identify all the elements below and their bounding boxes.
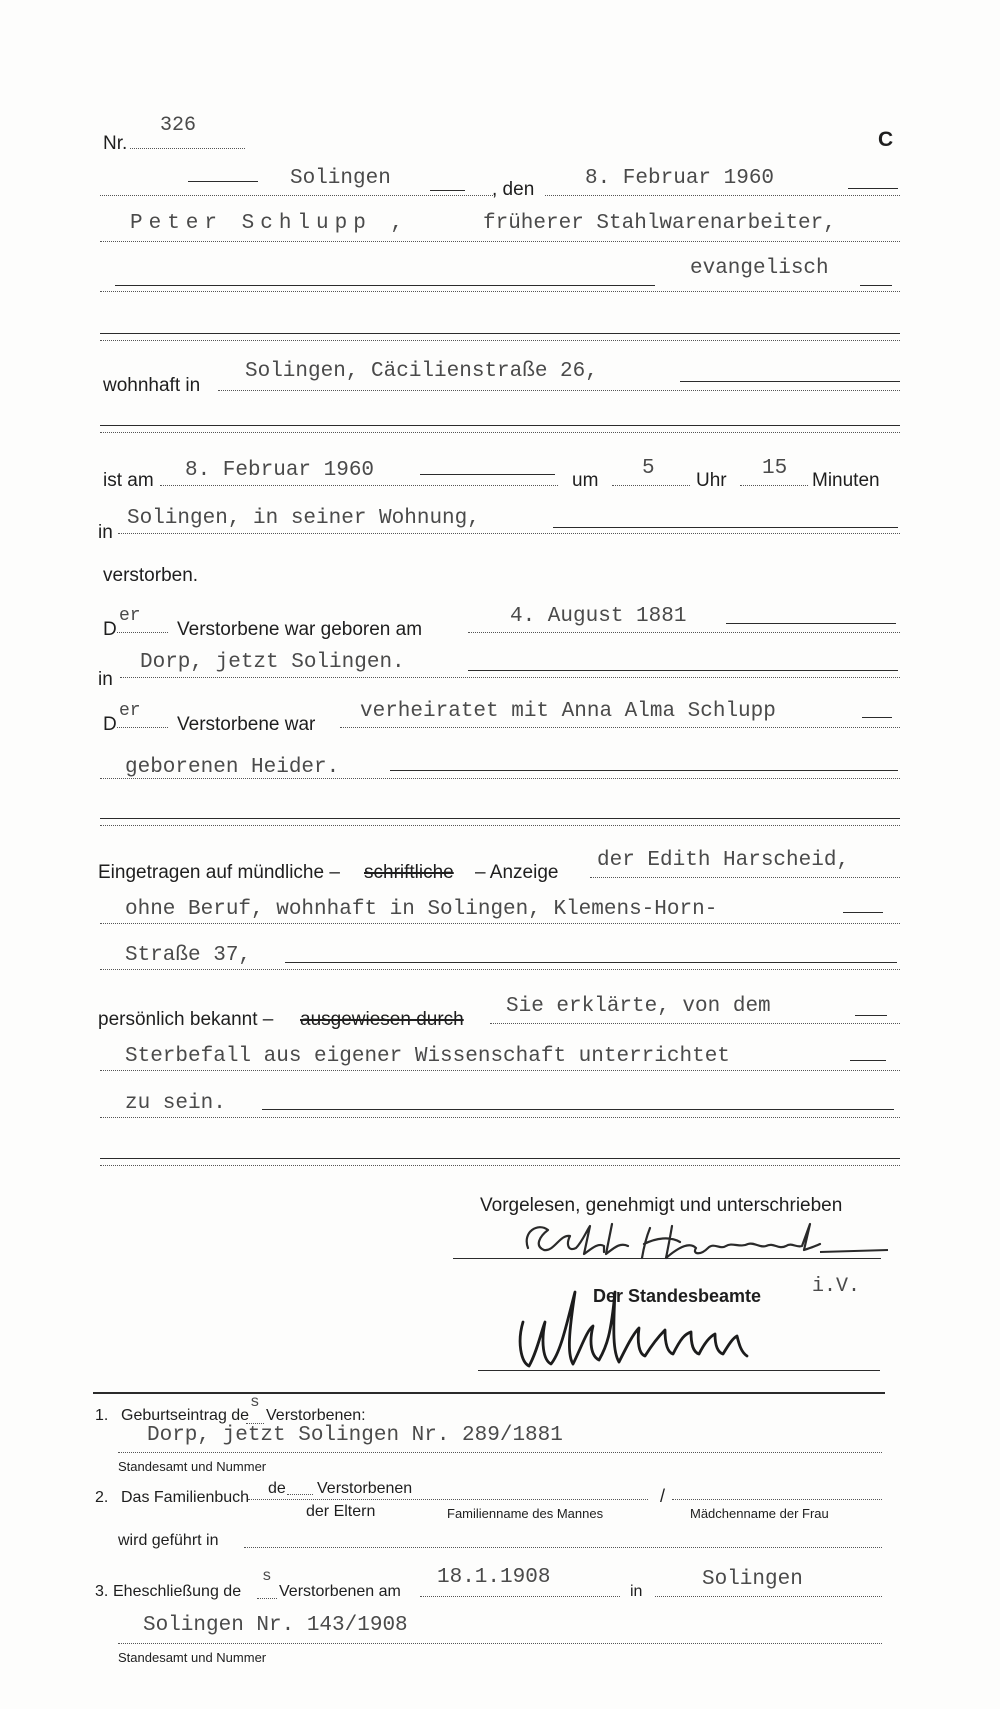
husband-name-field-line	[248, 1499, 648, 1500]
filler-stroke	[726, 623, 896, 624]
er-field-line	[117, 632, 168, 633]
footer-divider	[93, 1392, 885, 1394]
bekannt-prefix: persönlich bekannt –	[98, 1009, 274, 1030]
den-label: , den	[492, 179, 535, 200]
hour-field-line	[612, 485, 690, 486]
declaration-field-line	[490, 1023, 900, 1024]
filler-stroke	[860, 285, 892, 286]
informant-field-line-3	[100, 969, 900, 970]
item-3-fill-line	[257, 1598, 277, 1599]
item-3-in-label: in	[630, 1583, 643, 1600]
signature-line	[478, 1370, 880, 1371]
nr-field-line	[130, 148, 245, 149]
item-3-label: Eheschließung de	[113, 1583, 242, 1600]
um-label: um	[572, 470, 599, 491]
filler-stroke	[115, 285, 655, 286]
item-3-caption: Standesamt und Nummer	[118, 1650, 267, 1665]
struck-option-schriftlich: schriftliche	[364, 862, 454, 883]
filler-stroke	[285, 962, 897, 963]
informant-name: der Edith Harscheid,	[597, 849, 850, 872]
death-place-field-line	[118, 533, 900, 534]
item-1-label: Geburtseintrag de	[121, 1407, 250, 1424]
marriage-place: Solingen	[702, 1568, 803, 1591]
nr-value: 326	[160, 114, 197, 137]
blank-field-line	[100, 340, 900, 341]
birth-in-label: in	[98, 669, 113, 690]
option-der-eltern: der Eltern	[306, 1503, 376, 1520]
signature-line	[453, 1258, 881, 1259]
death-date: 8. Februar 1960	[185, 459, 375, 482]
declaration-line-2: Sterbefall aus eigener Wissenschaft unterrichtet	[125, 1045, 730, 1068]
wohnhaft-label: wohnhaft in	[103, 375, 201, 396]
registrar-label: Der Standesbeamte	[593, 1286, 762, 1306]
marriage-label: Verstorbene war	[177, 714, 316, 735]
minuten-label: Minuten	[812, 470, 880, 491]
deceased-occupation: früherer Stahlwarenarbeiter,	[483, 212, 836, 235]
maiden-name-caption: Mädchenname der Frau	[690, 1506, 829, 1521]
item-2-number: 2.	[95, 1489, 109, 1506]
nr-label: Nr.	[103, 133, 128, 154]
item-1-label-b: Verstorbenen:	[266, 1407, 366, 1424]
death-place: Solingen, in seiner Wohnung,	[127, 507, 480, 530]
blank-field-line	[100, 825, 900, 826]
birth-register-entry: Dorp, jetzt Solingen Nr. 289/1881	[147, 1424, 563, 1447]
marriage-place-field-line	[655, 1596, 882, 1597]
item-2-label: Das Familienbuch	[121, 1489, 250, 1506]
birth-label: Verstorbene war geboren am	[177, 619, 423, 640]
registrar-signature-mark	[515, 1282, 815, 1372]
er-fill: er	[119, 701, 141, 721]
struck-option-ausgewiesen: ausgewiesen durch	[300, 1009, 464, 1030]
declaration-field-line-2	[100, 1070, 900, 1071]
filler-stroke	[850, 1060, 886, 1061]
blank-field-line	[100, 1165, 900, 1166]
birth-place-field-line	[120, 677, 900, 678]
birth-date: 4. August 1881	[510, 605, 687, 628]
informant-address-2: Straße 37,	[125, 944, 252, 967]
minutes-field-line	[740, 485, 808, 486]
marriage-field-line	[340, 727, 900, 728]
registration-date: 8. Februar 1960	[585, 167, 775, 190]
death-minutes: 15	[762, 457, 788, 480]
date-field-line	[545, 195, 900, 196]
item-1-number: 1.	[95, 1407, 109, 1424]
wird-gefuehrt-field-line	[244, 1547, 882, 1548]
register-letter: C	[878, 128, 894, 151]
filler-stroke	[390, 770, 898, 771]
item-1-caption: Standesamt und Nummer	[118, 1459, 267, 1474]
filler-stroke	[862, 717, 892, 718]
informant-field-line	[590, 877, 900, 878]
i-v-mark: i.V.	[812, 1275, 861, 1298]
vorgelesen-statement: Vorgelesen, genehmigt und unterschrieben	[480, 1195, 843, 1216]
filler-stroke	[680, 381, 900, 382]
name-separator: /	[660, 1486, 666, 1506]
er-field-line	[117, 727, 168, 728]
filler-stroke	[262, 1109, 894, 1110]
marriage-field-line-2	[100, 778, 900, 779]
deceased-address: Solingen, Cäcilienstraße 26,	[245, 360, 598, 383]
er-fill: er	[119, 606, 141, 626]
d-label: D	[103, 714, 117, 735]
informant-signature	[520, 1212, 890, 1272]
marriage-date: 18.1.1908	[437, 1566, 551, 1589]
filler-stroke	[188, 181, 258, 182]
deceased-religion: evangelisch	[690, 257, 829, 280]
wird-gefuehrt-label: wird geführt in	[118, 1532, 219, 1549]
eingetragen-prefix: Eingetragen auf mündliche –	[98, 862, 340, 883]
spouse-maiden-name: geborenen Heider.	[125, 756, 340, 779]
death-date-field-line	[160, 485, 558, 486]
birth-place: Dorp, jetzt Solingen.	[140, 651, 405, 674]
maiden-name-field-line	[672, 1499, 882, 1500]
marriage-date-field-line	[420, 1596, 620, 1597]
option-verstorbenen: Verstorbenen	[317, 1480, 413, 1497]
husband-name-caption: Familienname des Mannes	[447, 1506, 604, 1521]
filler-stroke	[553, 527, 898, 528]
item-3-label-b: Verstorbenen am	[279, 1583, 401, 1600]
option-de-fill-line	[287, 1494, 313, 1495]
uhr-label: Uhr	[696, 470, 727, 491]
informant-field-line-2	[100, 923, 900, 924]
item-1-fill: s	[250, 1393, 260, 1411]
declaration-field-line-3	[100, 1117, 900, 1118]
marriage-register-entry: Solingen Nr. 143/1908	[143, 1614, 408, 1637]
item-3-number: 3.	[95, 1583, 109, 1600]
declaration-line-3: zu sein.	[125, 1092, 226, 1115]
d-label: D	[103, 619, 117, 640]
filler-stroke	[848, 188, 898, 189]
name-field-line	[100, 241, 900, 242]
place-field-line	[100, 195, 495, 196]
item-3-fill: s	[262, 1567, 272, 1585]
birth-date-field-line	[468, 632, 900, 633]
filler-stroke	[100, 1158, 900, 1159]
option-de: de	[268, 1480, 286, 1497]
marriage-status: verheiratet mit Anna Alma Schlupp	[360, 700, 776, 723]
blank-field-line	[100, 432, 900, 433]
filler-stroke	[100, 333, 900, 334]
declaration-line-1: Sie erklärte, von dem	[506, 995, 771, 1018]
item-3-field-line	[118, 1643, 882, 1644]
verstorben-label: verstorben.	[103, 565, 199, 586]
address-field-line	[218, 390, 900, 391]
registration-place: Solingen	[290, 167, 391, 190]
ist-am-label: ist am	[103, 470, 154, 491]
in-label: in	[98, 522, 113, 543]
filler-stroke	[420, 474, 555, 475]
filler-stroke	[430, 190, 465, 191]
item-1-field-line	[118, 1452, 882, 1453]
deceased-name: Peter Schlupp ,	[130, 212, 410, 235]
filler-stroke	[100, 425, 900, 426]
filler-stroke	[100, 818, 900, 819]
anzeige-label: – Anzeige	[475, 862, 559, 883]
filler-stroke	[468, 670, 898, 671]
informant-address-1: ohne Beruf, wohnhaft in Solingen, Klemens-Horn-	[125, 898, 718, 921]
filler-stroke	[843, 912, 883, 913]
death-hour: 5	[642, 457, 655, 480]
religion-field-line	[100, 291, 900, 292]
filler-stroke	[855, 1015, 887, 1016]
